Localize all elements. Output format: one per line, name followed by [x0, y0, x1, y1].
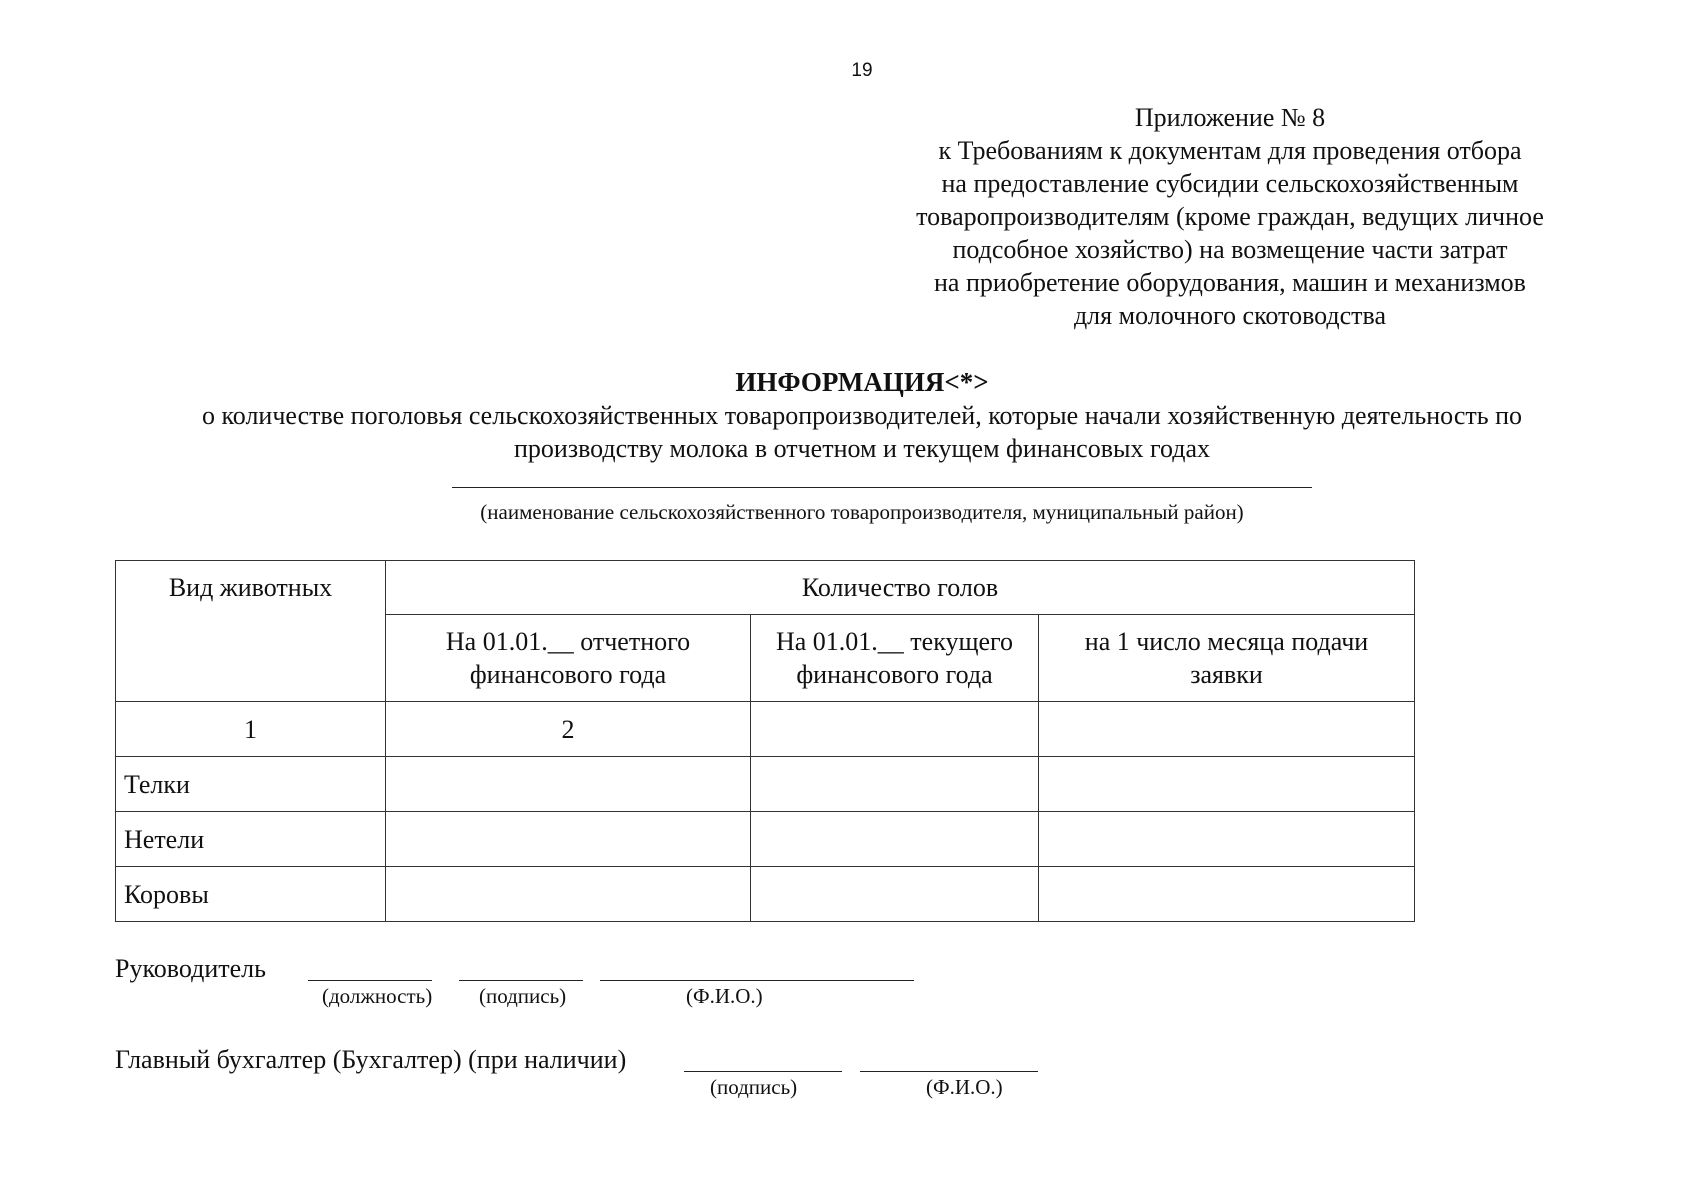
- subheader-line: заявки: [1190, 660, 1263, 689]
- head-position-caption: (должность): [322, 984, 433, 1008]
- value-cell[interactable]: [751, 812, 1039, 867]
- page-number: 19: [851, 60, 873, 81]
- appendix-line: для молочного скотоводства: [1073, 301, 1387, 330]
- appendix-line: Приложение № 8: [1134, 103, 1326, 132]
- accountant-signature-caption: (подпись): [710, 1075, 798, 1099]
- accountant-fullname-field[interactable]: [860, 1071, 1038, 1072]
- head-signature-field[interactable]: [459, 980, 583, 981]
- producer-name-field[interactable]: [452, 487, 1312, 488]
- value-cell[interactable]: [751, 757, 1039, 812]
- header-animal-type: Вид животных: [116, 561, 386, 702]
- subheader-line: финансового года: [469, 660, 667, 689]
- value-cell[interactable]: [1039, 812, 1415, 867]
- value-cell[interactable]: [386, 757, 751, 812]
- column-number: 2: [386, 702, 751, 757]
- subheader-current-year: [751, 615, 1039, 702]
- head-signature-caption: (подпись): [479, 984, 567, 1008]
- value-cell[interactable]: [386, 812, 751, 867]
- value-cell[interactable]: [1039, 867, 1415, 922]
- subheader-line: На 01.01.__ текущего: [775, 627, 1014, 656]
- document-subtitle: [80, 399, 1644, 465]
- subheader-line: финансового года: [796, 660, 993, 689]
- numbering-row: [116, 702, 1415, 757]
- accountant-signature-field[interactable]: [684, 1071, 842, 1072]
- header-heads-count: Количество голов: [386, 561, 1415, 615]
- animal-type-cell: Коровы: [116, 867, 386, 922]
- table-row: [116, 867, 1415, 922]
- document-title: ИНФОРМАЦИЯ<*>: [735, 367, 989, 397]
- appendix-line: подсобное хозяйство) на возмещение части затрат: [952, 235, 1508, 264]
- accountant-signature-label: Главный бухгалтер (Бухгалтер) (при наличии): [115, 1045, 627, 1074]
- subtitle-line: производству молока в отчетном и текущем финансовых годах: [513, 434, 1211, 463]
- column-number: 1: [116, 702, 386, 757]
- appendix-header: [880, 101, 1580, 332]
- animal-type-cell: Телки: [116, 757, 386, 812]
- table-row: [116, 812, 1415, 867]
- head-signature-label: Руководитель: [115, 954, 266, 983]
- appendix-line: на предоставление субсидии сельскохозяйственным: [941, 169, 1519, 198]
- column-number: [751, 702, 1039, 757]
- head-fullname-caption: (Ф.И.О.): [686, 984, 763, 1008]
- appendix-line: на приобретение оборудования, машин и механизмов: [934, 268, 1526, 297]
- appendix-line: к Требованиям к документам для проведения отбора: [938, 136, 1522, 165]
- animal-type-cell: Нетели: [116, 812, 386, 867]
- accountant-fullname-caption: (Ф.И.О.): [926, 1075, 1003, 1099]
- producer-name-caption: (наименование сельскохозяйственного товаропроизводителя, муниципальный район): [480, 500, 1244, 524]
- subtitle-line: о количестве поголовья сельскохозяйственных товаропроизводителей, которые начали хозяйственную деятельность по: [201, 401, 1523, 430]
- value-cell[interactable]: [1039, 757, 1415, 812]
- column-number: [1039, 702, 1415, 757]
- head-position-field[interactable]: [308, 980, 432, 981]
- subheader-application-month: [1039, 615, 1415, 702]
- table-row: [116, 757, 1415, 812]
- head-fullname-field[interactable]: [600, 980, 914, 981]
- value-cell[interactable]: [751, 867, 1039, 922]
- value-cell[interactable]: [386, 867, 751, 922]
- livestock-table: [115, 560, 1415, 922]
- subheader-line: На 01.01.__ отчетного: [445, 627, 691, 656]
- appendix-line: товаропроизводителям (кроме граждан, ведущих личное: [916, 202, 1544, 231]
- subheader-reporting-year: [386, 615, 751, 702]
- subheader-line: на 1 число месяца подачи: [1084, 627, 1369, 656]
